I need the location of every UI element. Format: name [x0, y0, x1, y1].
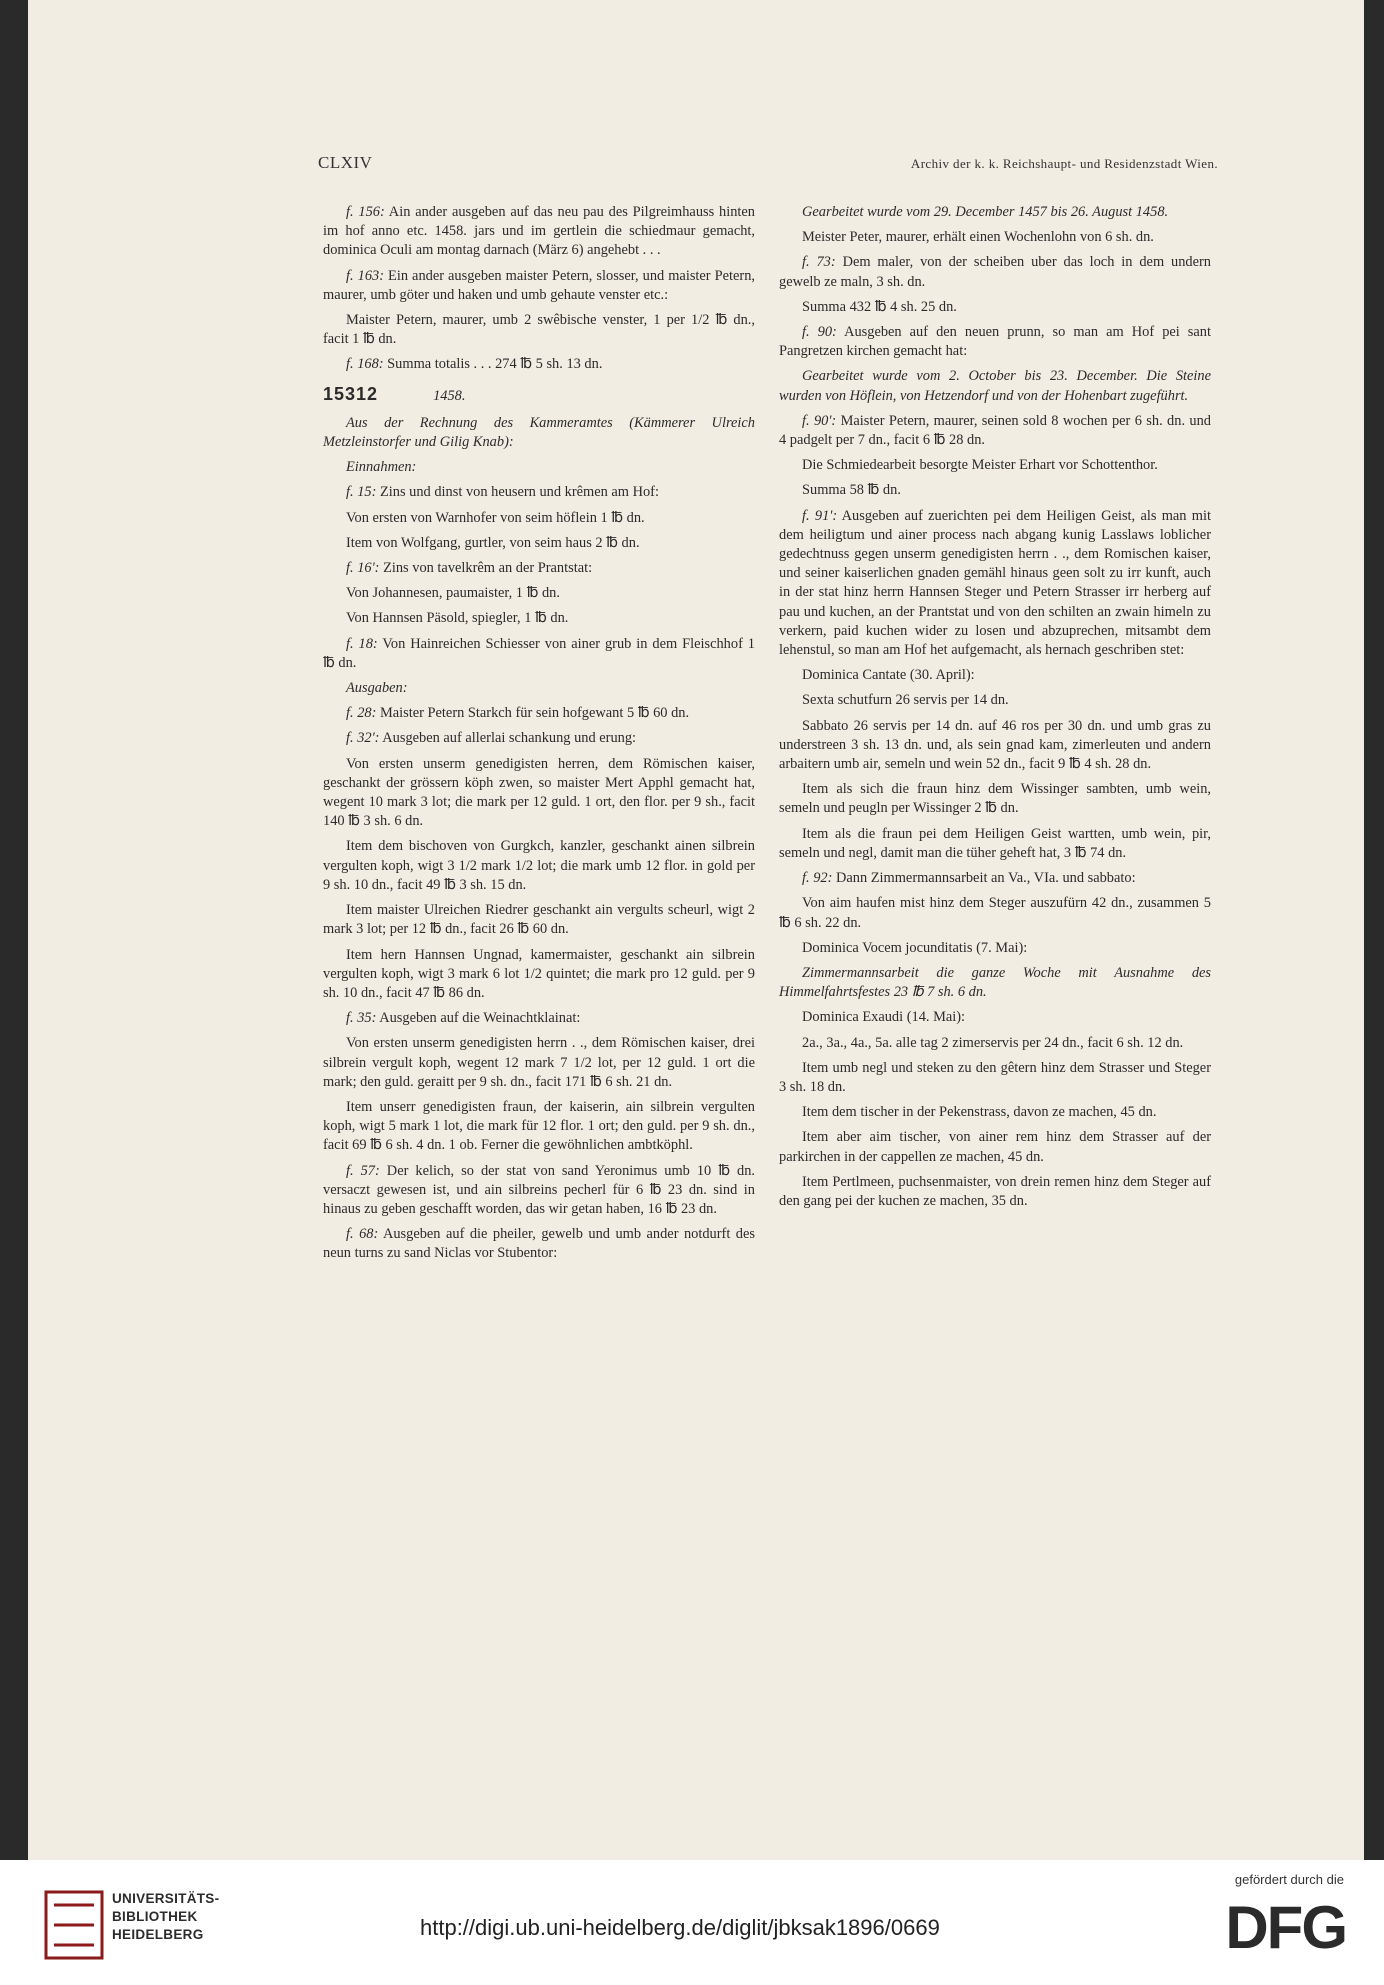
paragraph: [323, 837, 755, 895]
folio-reference: f. 168:: [346, 356, 384, 373]
paragraph-text: Von Johannesen, paumaister, 1 ℔ dn.: [346, 585, 560, 602]
paragraph: [779, 939, 1211, 958]
paragraph-text: Gearbeitet wurde vom 2. October bis 23. December. Die Steine wurden von Höflein, von Hetzendorf und von der Hohenbart zugeführt.: [779, 368, 1211, 404]
folio-reference: f. 91':: [802, 507, 838, 524]
paragraph-text: Ausgeben auf die Weinachtklainat:: [376, 1010, 581, 1027]
paragraph-text: Sexta schutfurn 26 servis per 14 dn.: [802, 692, 1009, 709]
paragraph: [779, 481, 1211, 500]
paragraph: [779, 869, 1211, 888]
paragraph-text: Von ersten unserm genedigisten herren, dem Römischen kaiser, geschankt der grössern köph zwen, so maister Mert Apphl gemacht hat, wegent 10 mark 3 lot; die mark per 12 guld. 1 ort, den flor. per 9 sh., facit 140 ℔ 3 sh. 6 dn.: [323, 755, 755, 830]
paragraph-text: Summa 432 ℔ 4 sh. 25 dn.: [802, 298, 957, 315]
folio-reference: f. 28:: [346, 705, 377, 722]
paragraph-text: Aus der Rechnung des Kammeramtes (Kämmerer Ulreich Metzleinstorfer und Gilig Knab):: [323, 414, 755, 451]
paragraph-text: Einnahmen:: [346, 459, 417, 476]
right-column: [779, 203, 1211, 1217]
paragraph-text: Item unserr genedigisten fraun, der kaiserin, ain silbrein vergulten koph, wigt 5 mark 1 lot, die mark für 12 flor. 1 ort; den guld. per 9 sh. dn., facit 69 ℔ 6 sh. 4 dn. 1 ob. Ferner die gewöhnlichen ambtköphl.: [323, 1098, 755, 1154]
paragraph: [779, 1128, 1211, 1166]
paragraph-text: Sabbato 26 servis per 14 dn. auf 46 ros per 30 dn. und umb gras zu understreen 3 sh. 13 dn. und, als sein gnad kam, zimerleuten und andern arbaitern umb air, semeln und wein 52 dn., facit 9 ℔ 4 sh. 28 dn.: [779, 717, 1211, 773]
source-url-link[interactable]: http://digi.ub.uni-heidelberg.de/diglit/jbksak1896/0669: [420, 1915, 940, 1940]
paragraph-text: Item aber aim tischer, von ainer rem hinz dem Strasser auf der parkirchen in der cappellen ze machen, 45 dn.: [779, 1129, 1211, 1165]
paragraph-text: Dominica Cantate (30. April):: [802, 667, 975, 684]
paragraph-text: Zins und dinst von heusern und krêmen am Hof:: [376, 484, 659, 501]
paragraph: [779, 964, 1211, 1002]
paragraph-text: Summa totalis . . . 274 ℔ 5 sh. 13 dn.: [383, 356, 603, 373]
paragraph-text: Ein ander ausgeben maister Petern, slosser, und maister Petern, maurer, umb göter und haken und umb gehaute venster etc.:: [323, 267, 755, 303]
document-year: 1458.: [433, 387, 466, 404]
paragraph-text: 2a., 3a., 4a., 5a. alle tag 2 zimerservis per 24 dn., facit 6 sh. 12 dn.: [802, 1034, 1184, 1051]
paragraph: [323, 509, 755, 528]
paragraph-text: Maister Petern, maurer, seinen sold 8 wochen per 6 sh. dn. und 4 padgelt per 7 dn., facit 6 ℔ 28 dn.: [779, 412, 1211, 449]
paragraph: [779, 456, 1211, 475]
paragraph-text: Von aim haufen mist hinz dem Steger auszufürn 42 dn., zusammen 5 ℔ 6 sh. 22 dn.: [779, 895, 1211, 931]
paragraph: [779, 691, 1211, 710]
paragraph: [323, 267, 755, 305]
paragraph-text: Ain ander ausgeben auf das neu pau des Pilgreimhauss hinten im hof anno etc. 1458. jars und im gertlein die schiedmaur gemacht, dominica Oculi am montag darnach (März 6) angehebt . . .: [323, 204, 755, 259]
paragraph: [323, 1009, 755, 1028]
folio-reference: f. 92:: [802, 870, 833, 887]
paragraph: [779, 1008, 1211, 1027]
paragraph: [323, 311, 755, 349]
folio-number: CLXIV: [318, 153, 373, 172]
folio-reference: f. 18:: [346, 635, 378, 652]
dfg-logo: DFG: [1225, 1894, 1346, 1961]
folio-reference: f. 73:: [802, 254, 836, 271]
paragraph-text: Zins von tavelkrêm an der Prantstat:: [379, 560, 593, 577]
paragraph-text: Gearbeitet wurde vom 29. December 1457 bis 26. August 1458.: [802, 204, 1169, 220]
folio-reference: f. 68:: [346, 1226, 379, 1243]
folio-reference: f. 57:: [346, 1162, 380, 1179]
paragraph: [779, 1173, 1211, 1211]
paragraph: [323, 679, 755, 698]
paragraph: [323, 901, 755, 939]
paragraph: [323, 534, 755, 553]
paragraph-text: Item von Wolfgang, gurtler, von seim haus 2 ℔ dn.: [346, 534, 640, 551]
paragraph: [779, 825, 1211, 863]
paragraph: [779, 412, 1211, 450]
folio-reference: f. 156:: [346, 204, 385, 220]
paragraph: [323, 729, 755, 748]
paragraph: [779, 666, 1211, 685]
university-seal-icon: [44, 1890, 104, 1960]
running-title: Archiv der k. k. Reichshaupt- und Residenzstadt Wien.: [910, 156, 1218, 171]
paragraph: [323, 458, 755, 477]
sponsor-label: gefördert durch die: [1234, 1872, 1344, 1887]
page-sheet: [28, 0, 1364, 1860]
library-line-1: UNIVERSITÄTS-: [112, 1891, 220, 1906]
paragraph-text: Dominica Vocem jocunditatis (7. Mai):: [802, 939, 1028, 956]
paragraph: [323, 704, 755, 723]
paragraph: [779, 367, 1211, 405]
paragraph: [779, 323, 1211, 361]
paragraph: [323, 755, 755, 832]
paragraph-text: Ausgeben auf allerlai schankung und erung:: [379, 730, 637, 747]
paragraph: [323, 1098, 755, 1156]
paragraph: [779, 780, 1211, 818]
paragraph: [779, 228, 1211, 247]
paragraph-text: Der kelich, so der stat von sand Yeronimus umb 10 ℔ dn. versaczt gewesen ist, und ain silbreins pecherl für 6 ℔ 23 dn. sind in hinaus zu geben geschafft worden, das wir getan haben, 16 ℔ 23 dn.: [323, 1162, 755, 1217]
paragraph-text: Zimmermannsarbeit die ganze Woche mit Ausnahme des Himmelfahrtsfestes 23 ℔ 7 sh. 6 dn.: [779, 964, 1211, 1001]
paragraph-text: Dem maler, von der scheiben uber das loch in dem undern gewelb ze maln, 3 sh. dn.: [779, 254, 1211, 290]
folio-reference: f. 32':: [346, 730, 380, 747]
paragraph-text: Dominica Exaudi (14. Mai):: [802, 1009, 966, 1026]
paragraph: [323, 203, 755, 261]
paragraph: [323, 355, 755, 374]
paragraph: [323, 1225, 755, 1263]
paragraph-text: Item dem tischer in der Pekenstrass, davon ze machen, 45 dn.: [802, 1104, 1157, 1121]
folio-reference: f. 90:: [802, 324, 837, 341]
library-line-2: BIBLIOTHEK: [112, 1909, 198, 1924]
paragraph-text: Summa 58 ℔ dn.: [802, 482, 901, 499]
paragraph-text: Ausgeben auf die pheiler, gewelb und umb ander notdurft des neun turns zu sand Niclas vor Stubentor:: [323, 1226, 755, 1262]
paragraph-text: Item als sich die fraun hinz dem Wissinger sambten, umb wein, semeln und peugln per Wissinger 2 ℔ dn.: [779, 781, 1211, 817]
paragraph-text: Ausgaben:: [346, 680, 408, 697]
paragraph: [323, 385, 755, 406]
paragraph: [779, 203, 1211, 222]
paragraph-text: Von Hannsen Päsold, spiegler, 1 ℔ dn.: [346, 610, 569, 627]
folio-reference: f. 163:: [346, 267, 385, 284]
paragraph: [323, 1162, 755, 1220]
paragraph: [779, 507, 1211, 661]
paragraph: [779, 894, 1211, 932]
library-name: [112, 1890, 282, 1944]
folio-reference: f. 16':: [346, 560, 380, 577]
paragraph: [779, 1034, 1211, 1053]
paragraph: [323, 584, 755, 603]
library-line-3: HEIDELBERG: [112, 1927, 204, 1942]
paragraph: [323, 483, 755, 502]
paragraph: [779, 717, 1211, 775]
folio-reference: f. 15:: [346, 484, 377, 501]
paragraph-text: Maister Petern, maurer, umb 2 swêbische venster, 1 per 1/2 ℔ dn., facit 1 ℔ dn.: [323, 312, 755, 348]
paragraph-text: Ausgeben auf zuerichten pei dem Heiligen Geist, als man mit dem heiligtum und ainer process nach abgang kunig Lasslaws loblicher gedechtnuss gegen unserm genedigisten herrn . ., dem Romischen kaiser, und seiner kaiserlichen gnaden gemähl hinaus geen solt zu irr kunft, auch in der stat hinz herrn Hannsen Steger und Petern Strasser irr herberg auf pau und kuchen, an der Prantstat und von den schilten an zwain himeln zu verkern, paid kuchen wider zu losen und abzuprechen, mitsambt dem lehenstul, so man am Hof het aufgemacht, als hernach geschriben stet:: [779, 507, 1211, 659]
paragraph-text: Item dem bischoven von Gurgkch, kanzler, geschankt ainen silbrein vergulten koph, wigt 3 1/2 mark 1/2 lot; die mark umb 12 flor. in gold per 9 sh. 10 dn., facit 49 ℔ 3 sh. 15 dn.: [323, 838, 755, 893]
folio-reference: f. 90':: [802, 412, 837, 429]
paragraph-text: Item umb negl und steken zu den gêtern hinz dem Strasser und Steger 3 sh. 18 dn.: [779, 1059, 1211, 1095]
page-header: [318, 153, 1288, 179]
paragraph-text: Von Hainreichen Schiesser von ainer grub in dem Fleischhof 1 ℔ dn.: [323, 635, 755, 671]
folio-reference: f. 35:: [346, 1010, 377, 1027]
paragraph-text: Ausgeben auf den neuen prunn, so man am Hof pei sant Pangretzen kirchen gemacht hat:: [779, 324, 1211, 360]
paragraph: [779, 253, 1211, 291]
paragraph-text: Die Schmiedearbeit besorgte Meister Erhart vor Schottenthor.: [802, 457, 1158, 474]
footer-bar: [0, 1860, 1384, 1985]
paragraph: [323, 414, 755, 452]
paragraph-text: Item Pertlmeen, puchsenmaister, von drein remen hinz dem Steger auf den gang pei der kuchen ze machen, 35 dn.: [779, 1173, 1211, 1209]
paragraph: [323, 635, 755, 673]
paragraph: [323, 559, 755, 578]
paragraph-text: Item hern Hannsen Ungnad, kamermaister, geschankt ain silbrein vergulten koph, wigt 3 mark 6 lot 1/2 quintet; die mark pro 12 guld. per 9 sh. 10 dn., facit 47 ℔ 86 dn.: [323, 946, 755, 1001]
paragraph-text: Von ersten von Warnhofer von seim höflein 1 ℔ dn.: [346, 509, 645, 526]
document-number: 15312: [323, 383, 379, 404]
paragraph-text: Meister Peter, maurer, erhält einen Wochenlohn von 6 sh. dn.: [802, 229, 1154, 246]
paragraph: [779, 1059, 1211, 1097]
paragraph: [779, 298, 1211, 317]
paragraph: [323, 946, 755, 1004]
paragraph: [779, 1103, 1211, 1122]
paragraph: [323, 609, 755, 628]
paragraph-text: Maister Petern Starkch für sein hofgewant 5 ℔ 60 dn.: [376, 705, 690, 722]
left-column: [323, 203, 755, 1270]
paragraph-text: Von ersten unserm genedigisten herrn . ., dem Römischen kaiser, drei silbrein vergult koph, wegent 12 mark 7 1/2 lot, per 12 guld. 1 ort die mark; den guld. geraitt per 9 sh. dn., facit 171 ℔ 6 sh. 21 dn.: [323, 1035, 755, 1090]
paragraph-text: Dann Zimmermannsarbeit an Va., VIa. und sabbato:: [832, 870, 1136, 887]
paragraph-text: Item als die fraun pei dem Heiligen Geist wartten, umb wein, pir, semeln und negl, damit man die tüher geheft hat, 3 ℔ 74 dn.: [779, 825, 1211, 861]
paragraph-text: Item maister Ulreichen Riedrer geschankt ain vergults scheurl, wigt 2 mark 3 lot; per 12 ℔ dn., facit 26 ℔ 60 dn.: [323, 902, 755, 938]
paragraph: [323, 1034, 755, 1092]
